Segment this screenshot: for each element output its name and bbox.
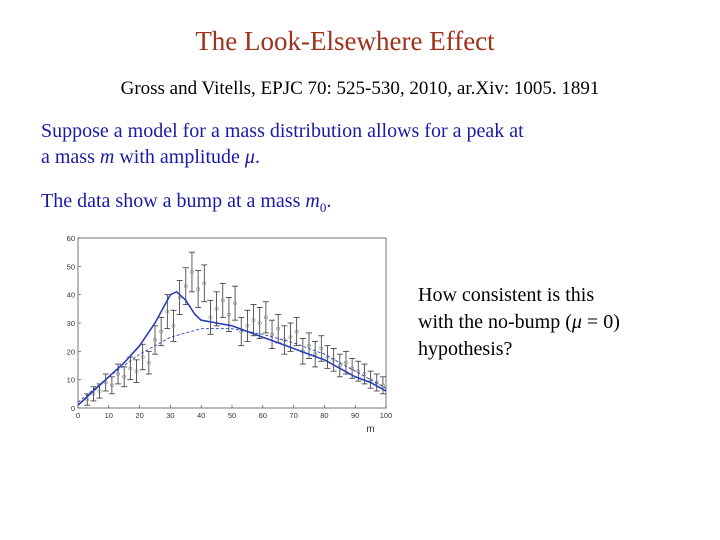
mass-distribution-chart bbox=[56, 226, 406, 438]
model-description bbox=[41, 118, 681, 170]
x-tick-label: 40 bbox=[197, 411, 206, 420]
y-tick-label: 0 bbox=[70, 404, 75, 413]
mass-symbol: m bbox=[305, 190, 320, 212]
model-description-line1: Suppose a model for a mass distribution allows for a peak at bbox=[41, 120, 524, 142]
subscript-zero: 0 bbox=[319, 200, 327, 215]
amplitude-symbol: μ bbox=[571, 311, 582, 333]
x-tick-label: 20 bbox=[135, 411, 144, 420]
y-tick-label: 40 bbox=[66, 290, 75, 300]
x-tick-label: 80 bbox=[320, 411, 329, 420]
text-fragment: a mass bbox=[41, 146, 100, 168]
x-axis-label: m bbox=[366, 424, 375, 435]
x-tick-label: 10 bbox=[104, 411, 113, 420]
y-tick-label: 20 bbox=[66, 347, 75, 357]
question-line2 bbox=[418, 309, 708, 336]
question-line3: hypothesis? bbox=[418, 338, 513, 360]
y-tick-label: 60 bbox=[66, 234, 75, 243]
fit-curve bbox=[78, 292, 386, 405]
mass-symbol: m bbox=[99, 146, 115, 168]
x-tick-label: 90 bbox=[351, 411, 360, 420]
y-tick-label: 10 bbox=[66, 375, 75, 385]
text-fragment: = 0) bbox=[581, 311, 620, 333]
reference-citation: Gross and Vitells, EPJC 70: 525-530, 2010, ar.Xiv: 1005. 1891 bbox=[120, 78, 600, 99]
y-tick-label: 30 bbox=[66, 319, 75, 328]
x-tick-label: 30 bbox=[166, 411, 175, 420]
x-tick-label: 70 bbox=[289, 411, 298, 420]
text-fragment: . bbox=[254, 146, 260, 168]
model-description-line2 bbox=[41, 144, 681, 170]
y-tick-label: 50 bbox=[66, 262, 75, 272]
text-fragment: . bbox=[326, 190, 332, 212]
x-tick-label: 0 bbox=[75, 411, 81, 420]
x-tick-label: 60 bbox=[258, 411, 267, 420]
x-tick-label: 50 bbox=[227, 411, 237, 420]
slide-title: The Look-Elsewhere Effect bbox=[195, 26, 495, 56]
text-fragment: The data show a bump at a mass bbox=[41, 190, 306, 212]
text-fragment: with amplitude bbox=[114, 146, 245, 168]
text-fragment: with the no-bump ( bbox=[418, 311, 572, 333]
consistency-question bbox=[418, 282, 708, 363]
x-tick-label: 100 bbox=[379, 411, 393, 420]
question-line1: How consistent is this bbox=[418, 284, 595, 306]
data-observation bbox=[41, 188, 681, 221]
amplitude-symbol: μ bbox=[244, 146, 255, 168]
plot-area bbox=[67, 234, 393, 435]
